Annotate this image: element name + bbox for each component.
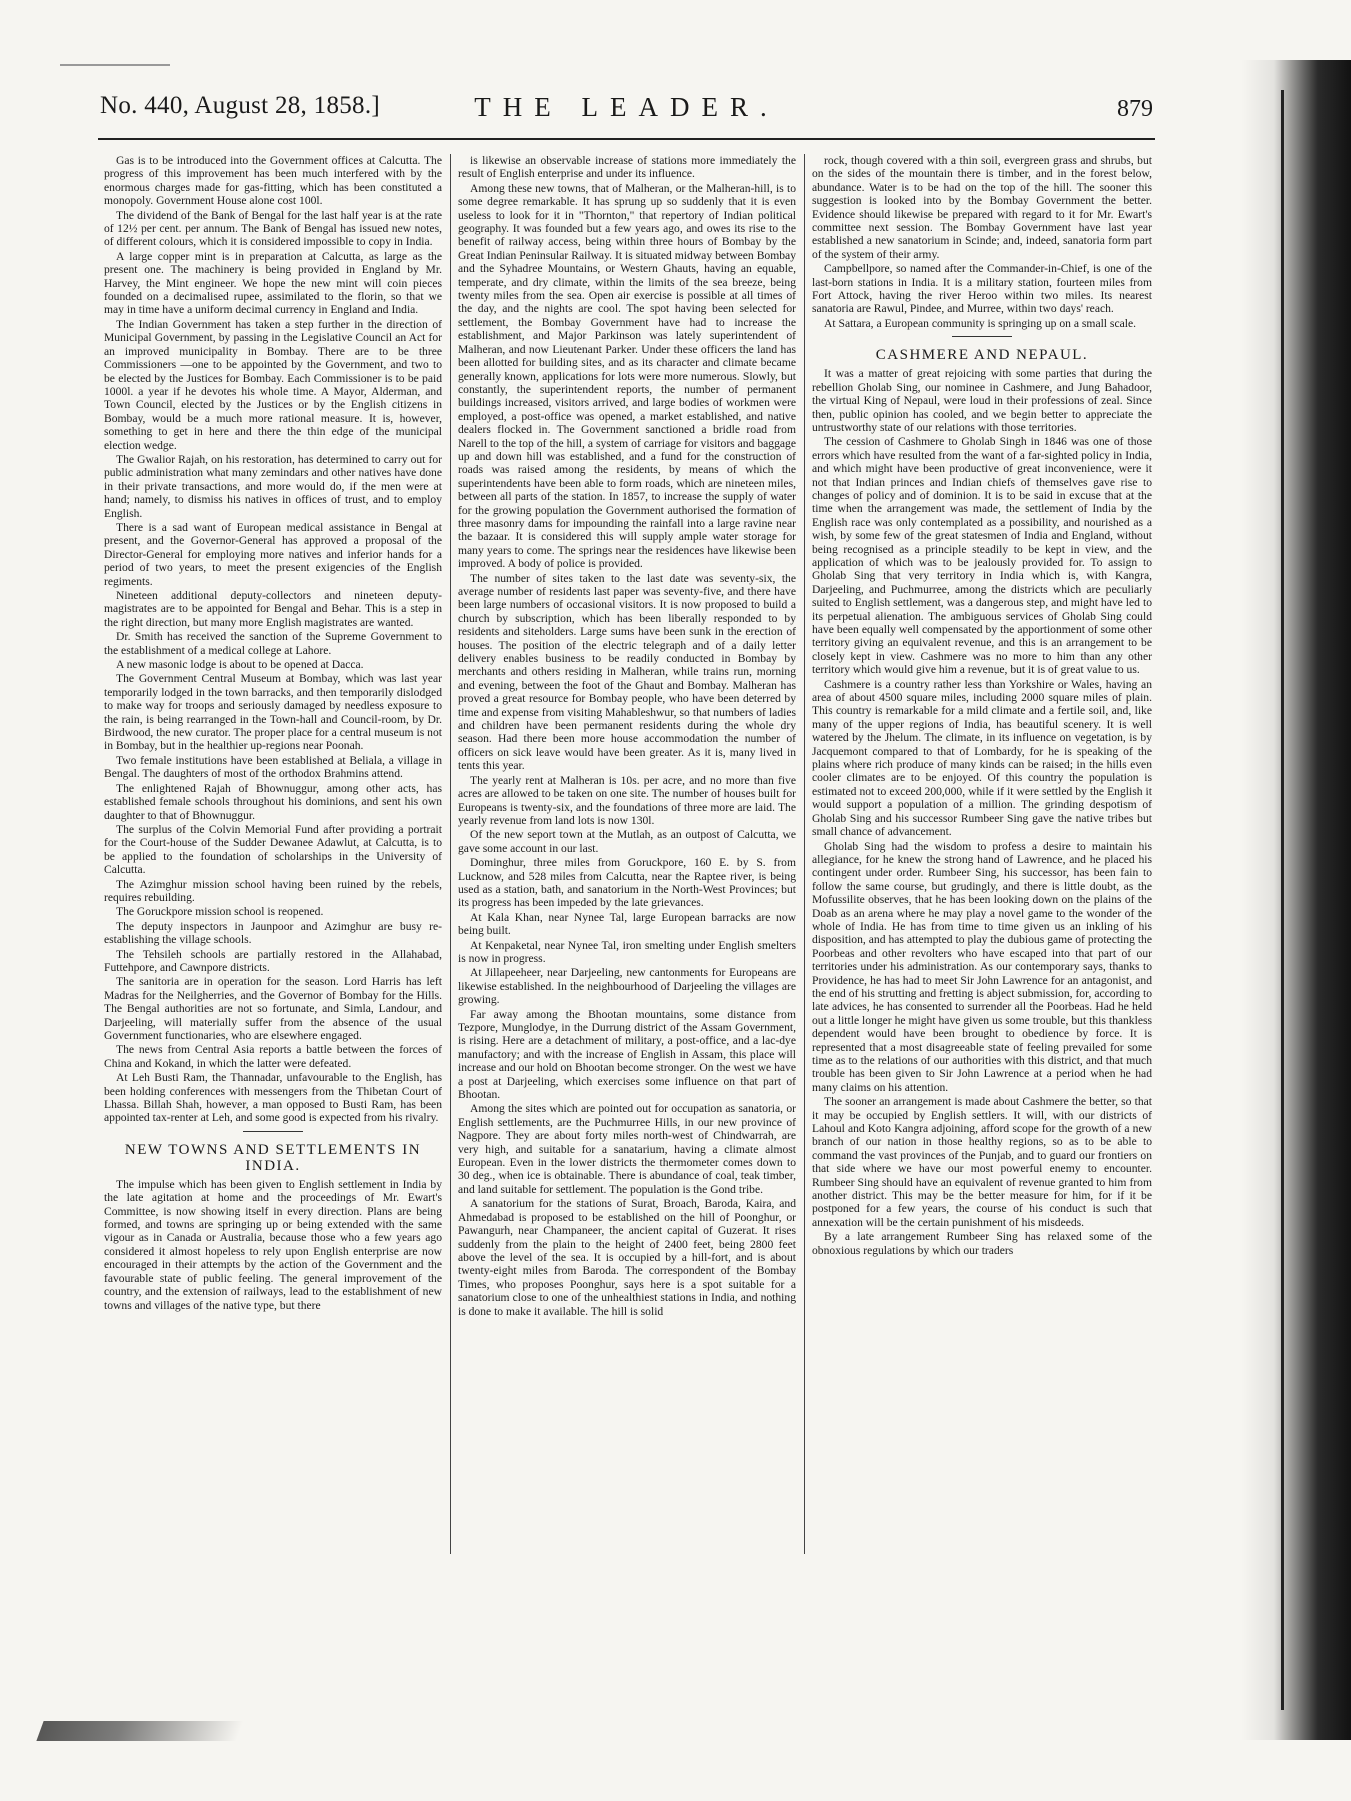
paragraph: By a late arrangement Rumbeer Sing has relaxed some of the obnoxious regulations by which our traders <box>812 1230 1152 1257</box>
paragraph: A new masonic lodge is about to be opened at Dacca. <box>116 658 364 672</box>
paragraph: The Government Central Museum at Bombay, which was last year temporarily lodged in the town barracks, and then temporarily dislodged to make way for troops and seriously damaged by needless exposure to the rain, is being rearranged in the Town-hall and Council-room, by Dr. Birdwood, the new curator. The proper place for a central museum is not in Bombay, but in the healthier up-regions near Poonah. <box>104 672 442 753</box>
page-number: 879 <box>1117 96 1153 122</box>
paragraph: rock, though covered with a thin soil, evergreen grass and shrubs, but on the sides of the mountain there is timber, and in the forest below, abundance. Water is to be had on the top of the hill. The sooner this suggestion is looked into by the Bombay Government the better. Evidence should likewise be prepared with regard to it for Mr. Ewart's committee next session. The Bombay Government have last year established a new sanatorium in Scinde; and, indeed, sanatoria form part of the system of their army. <box>812 154 1152 261</box>
column-2 <box>458 154 796 1559</box>
paragraph: Dr. Smith has received the sanction of the Supreme Government to the establishment of a medical college at Lahore. <box>104 630 442 657</box>
paragraph: The enlightened Rajah of Bhownuggur, among other acts, has established female schools throughout his dominions, and sent his own daughter to that of Bhownuggur. <box>104 781 442 822</box>
paragraph: Nineteen additional deputy-collectors and nineteen deputy-magistrates are to be appointed for Bengal and Behar. This is a step in the right direction, but many more English magistrates are wanted. <box>104 589 442 629</box>
page-header <box>98 92 1155 140</box>
issue-date: No. 440, August 28, 1858.] <box>100 92 381 119</box>
paragraph: Of the new seport town at the Mutlah, as an outpost of Calcutta, we gave some account in our last. <box>458 828 796 855</box>
paragraph: At Kala Khan, near Nynee Tal, large European barracks are now being built. <box>458 910 796 938</box>
paragraph: Gas is to be introduced into the Government offices at Calcutta. The progress of this improvement has been much interfered with by the enormous charges made for gas-fitting, which has been constituted a monopoly. Government House alone cost 100l. <box>104 154 442 208</box>
paragraph: The deputy inspectors in Jaunpoor and Azimghur are busy re-establishing the village schools. <box>104 919 442 947</box>
section-rule <box>952 336 1012 337</box>
column-divider <box>450 154 451 1554</box>
paragraph: A large copper mint is in preparation at Calcutta, as large as the present one. The machinery is being provided in England by Mr. Harvey, the Mint engineer. We hope the new mint will coin pieces founded on a decimalised rupee, assimilated to the florin, so that we may in time have a uniform decimal currency in England and India. <box>104 249 442 317</box>
paragraph: Gholab Sing had the wisdom to profess a desire to maintain his allegiance, for he knew the strong hand of Lawrence, and he placed his contingent under order. Rumbeer Sing, his successor, has been fain to follow the same course, but grudingly, and there is little doubt, as the Mofussilite observes, that he has been looking down on the plains of the Doab as an arena where he may play a novel game to the wonder of the whole of India. He has from time to time given us an inkling of his disposition, and has attempted to play the dubious game of protecting the Poorbeas and other revolters who have escaped into that part of our territories under his administration. As our contemporary says, thanks to Providence, he has had to meet Sir John Lawrence for an antagonist, and the end of his strutting and fretting is abject submission, for, according to late advices, he has consented to surrender all the Poorbeas. Had he held out a little longer he might have given us some trouble, but this thankless dependent would have been brought to obedience by force. It is represented that a most disagreeable state of feeling prevailed for some time as to the relations of our authorities with this district, and that much trouble has been given to Sir John Lawrence at a period when he had many claims on his attention. <box>812 839 1152 1094</box>
paragraph: It was a matter of great rejoicing with some parties that during the rebellion Gholab Sing, our nominee in Cashmere, and Jung Bahadoor, the virtual King of Nepaul, were loud in their professions of zeal. Since then, public opinion has cooled, and we begin better to appreciate the untrustworthy state of our relations with those territories. <box>812 367 1152 434</box>
column-divider <box>804 154 805 1554</box>
paragraph: At Sattara, a European community is springing up on a small scale. <box>824 316 1136 330</box>
section-body <box>812 367 1152 1257</box>
paragraph: The Indian Government has taken a step further in the direction of Municipal Government, by passing in the Legislative Council an Act for an improved municipality in Bombay. There are to be three Commissioners —one to be appointed by the Government, and two to be elected by the Justices for Bombay. Each Commissioner is to be paid 1000l. a year if he devotes his whole time. A Mayor, Alderman, and Town Council, elected by the Justices or by the English citizens in Bombay, would be a much more rational measure. It is, however, something to get in here and there the thin edge of the municipal election wedge. <box>104 317 442 452</box>
scan-mark <box>60 64 170 66</box>
paragraph: The surplus of the Colvin Memorial Fund after providing a portrait for the Court-house of the Sudder Dewanee Adawlut, at Calcutta, is to be applied to the foundation of scholarships in the University of Calcutta. <box>104 822 442 877</box>
paragraph: The cession of Cashmere to Gholab Singh in 1846 was one of those errors which have resulted from the want of a far-sighted policy in India, and which might have been productive of great inconvenience, were it not that Indian princes and Indian chiefs of themselves gave rise to changes of policy and of dominion. It is to be said in excuse that at the time when the arrangement was made, the settlement of India by the English race was only contemplated as a possibility, and nourished as a wish, by some few of the great statesmen of India and England, without being recognised as a principle steadily to be kept in view, and the application of which was to be jealously provided for. To assign to Gholab Sing that very territory in India which is, with Kangra, Darjeeling, and Puchmurree, among the districts which are peculiarly suited to English settlement, was a dangerous step, and might have led to its perpetual alienation. The ambiguous services of Gholab Sing could have been equally well compensated by the apportionment of some other territory giving an equivalent revenue, and this is an arrangement to be closely kept in view. Cashmere was no more to him than any other territory which would give him a revenue, but it is of great value to us. <box>812 435 1152 677</box>
paragraph: The news from Central Asia reports a battle between the forces of China and Kokand, in which the latter were defeated. <box>104 1043 442 1070</box>
section-rule <box>243 1131 303 1132</box>
section-title: CASHMERE AND NEPAUL. <box>875 347 1089 364</box>
paragraph: The dividend of the Bank of Bengal for the last half year is at the rate of 12½ per cent. per annum. The Bank of Bengal has issued new notes, of different colours, which it is considered impossible to copy in India. <box>104 208 442 249</box>
paragraph: is likewise an observable increase of stations more immediately the result of English enterprise and under its influence. <box>458 154 796 181</box>
paragraph: Cashmere is a country rather less than Yorkshire or Wales, having an area of about 4500 square miles, including 2000 square miles of plain. This country is remarkable for a mild climate and a fertile soil, and, like many of the upper regions of India, has beautiful scenery. It is well watered by the Jhelum. The climate, in its influence on vegetation, is by Jacquemont compared to that of Lombardy, for he is speaking of the plains where rich produce of many kinds can be raised; in the hills even cooler climates are to be enjoyed. Of this country the population is estimated not to exceed 200,000, while if it were settled by the English it would support a population of a million. The grinding despotism of Gholab Sing and his successor Rumbeer Sing gave the native tribes but small chance of advancement. <box>812 677 1152 839</box>
paragraph: Two female institutions have been established at Beliala, a village in Bengal. The daughters of most of the orthodox Brahmins attend. <box>104 753 442 781</box>
paragraph: Dominghur, three miles from Goruckpore, 160 E. by S. from Lucknow, and 528 miles from Calcutta, near the Raptee river, is being used as a station, bath, and sanatorium in the North-West Provinces; but its progress has been impeded by the late grievances. <box>458 856 796 910</box>
section-title: NEW TOWNS AND SETTLEMENTS IN INDIA. <box>124 1141 422 1174</box>
paragraph: The Goruckpore mission school is reopened. <box>116 905 324 919</box>
masthead-title: THE LEADER. <box>474 92 779 122</box>
paragraph: The number of sites taken to the last date was seventy-six, the average number of residents last paper was seventy-five, and there have been large numbers of occasional visitors. It is now proposed to build a church by subscription, which has been liberally responded to by residents and siteholders. Large sums have been sunk in the erection of houses. The position of the electric telegraph and of a daily letter delivery enables business to be readily conducted in Bombay by merchants and others residing in Malheran, while trains run, morning and evening, between the foot of the Ghaut and Bombay. Malheran has proved a great resource for Bombay people, who have been deterred by time and expense from visiting Mahableshwur, so that numbers of ladies and children have been permanent residents during the whole dry season. Had there been more house accommodation the number of officers on sick leave would have been greater. As it is, many lived in tents this year. <box>458 571 796 773</box>
paragraph: The impulse which has been given to English settlement in India by the late agitation at home and the proceedings of Mr. Ewart's Committee, is now showing itself in every direction. Plans are being formed, and towns are springing up or being extended with the same vigour as in Canada or Australia, because those who a few years ago considered it almost hopeless to rely upon English enterprise are now encouraged in their attempts by the action of the Government and the favourable state of public feeling. The general improvement of the country, and the extension of railways, lead to the establishment of new towns and villages of the native type, but there <box>104 1177 442 1312</box>
column-3-items <box>812 154 1152 330</box>
scan-smudge <box>36 1721 243 1741</box>
column-1 <box>104 154 442 1559</box>
paragraph: The Gwalior Rajah, on his restoration, has determined to carry out for public administration what many zemindars and other natives have done in their private transactions, and more would do, if the men were at hand; namely, to dismiss his natives in offices of trust, and to employ English. <box>104 452 442 520</box>
paragraph: At Jillapeeheer, near Darjeeling, new cantonments for Europeans are likewise established. In the neighbourhood of Darjeeling the villages are growing. <box>458 966 796 1007</box>
column-3 <box>812 154 1152 1559</box>
page-binding-edge <box>1241 60 1351 1740</box>
paragraph: A sanatorium for the stations of Surat, Broach, Baroda, Kaira, and Ahmedabad is proposed to be established on the hill of Poonghur, or Pawangurh, near Champaneer, the ancient capital of Guzerat. It rises suddenly from the plain to the height of 2400 feet, being 2800 feet above the level of the sea. It is occupied by a hill-fort, and is about twenty-eight miles from Baroda. The correspondent of the Bombay Times, who proposes Poonghur, says here is a spot suitable for a sanatorium close to one of the unhealthiest stations in India, and nothing is done to make it available. The hill is solid <box>458 1197 796 1318</box>
paragraph: The yearly rent at Malheran is 10s. per acre, and no more than five acres are allowed to be taken on one site. The number of houses built for Europeans is twenty-six, and the foundations of three more are laid. The yearly revenue from land lots is now 130l. <box>458 773 796 827</box>
paragraph: Far away among the Bhootan mountains, some distance from Tezpore, Munglodye, in the Durrung district of the Assam Government, is rising. Here are a detachment of military, a post-office, and a lac-dye manufactory; and with the increase of English in Assam, this place will increase and our hold on Bhootan become stronger. On the west we have a post at Darjeeling, which exercises some influence on that part of Bhootan. <box>458 1007 796 1102</box>
column-1-items <box>104 154 442 1125</box>
paragraph: Among these new towns, that of Malheran, or the Malheran-hill, is to some degree remarkable. It has sprung up so suddenly that it is even useless to look for it in "Thornton," that repertory of Indian political geography. It was founded but a few years ago, and owes its rise to the benefit of railway access, being within three hours of Bombay by the Great Indian Peninsular Railway. It is situated midway between Bombay and the Syhadree Mountains, or Western Ghauts, having an equable, temperate, and dry climate, within the limits of the sea breeze, being twenty miles from the sea. Open air exercise is possible at all times of the day, and the nights are cool. The spot having been selected for settlement, the Bombay Government have had to increase the establishment, and Major Parkinson was lately superintendent of Malheran, and now Lieutenant Parker. Under these officers the land has been allotted for building sites, and as its character and climate became generally known, applications for lots were more numerous. Slowly, but constantly, the superintendent reports, the number of permanent buildings increased, visitors arrived, and large bodies of workmen were employed, a post-office was opened, a market established, and native dealers flocked in. The Government sanctioned a bridle road from Narell to the top of the hill, a system of carriage for visitors and baggage up and down hill was established, and a fund for the construction of roads was raised among the residents, by means of which the superintendents have been able to form roads, which are nineteen miles, between all parts of the station. In 1857, to increase the supply of water for the growing population the Government authorised the formation of three masonry dams for impounding the rainfall into a large ravine near the bazaar. It is considered this will supply ample water storage for many years to come. The springs near the residences have likewise been improved. A body of police is provided. <box>458 181 796 571</box>
column-2-items <box>458 154 796 1318</box>
paragraph: The sanitoria are in operation for the season. Lord Harris has left Madras for the Neilgherries, and the Governor of Bombay for the Hills. The Bengal authorities are not so fortunate, and Simla, Landour, and Darjeeling, will materially suffer from the absence of the usual Government functionaries, who are elsewhere engaged. <box>104 975 442 1042</box>
binding-rule <box>1281 90 1284 1710</box>
paragraph: The Tehsileh schools are partially restored in the Allahabad, Futtehpore, and Cawnpore districts. <box>104 947 442 974</box>
paragraph: There is a sad want of European medical assistance in Bengal at present, and the Governor-General has approved a proposal of the Director-General for employing more natives and inferior hands for a period of two years, to meet the present exigencies of the English regiments. <box>104 520 442 588</box>
paragraph: The sooner an arrangement is made about Cashmere the better, so that it may be occupied by English settlers. It will, with our districts of Lahoul and Koto Kangra adjoining, afford scope for the growth of a new branch of our nation in those healthy regions, so as to be able to command the vast provinces of the Punjab, and to guard our frontiers on that side where we have our most powerful enemy to encounter. Rumbeer Sing should have an equivalent of revenue granted to him from another district. This may be the better measure for him, for if it be postponed for a few years, the course of his conduct is such that annexation will be the certain punishment of his misdeeds. <box>812 1095 1152 1229</box>
paragraph: Among the sites which are pointed out for occupation as sanatoria, or English settlements, are the Puchmurree Hills, in our new province of Nagpore. They are about forty miles north-west of Chindwarrah, are very high, and suitable for a sanatarium, having a climate almost European. Even in the lower districts the thermometer comes down to 30 deg., when ice is obtainable. There is abundance of coal, teak timber, and land suitable for settlement. The population is the Gond tribe. <box>458 1102 796 1196</box>
paragraph: At Leh Busti Ram, the Thannadar, unfavourable to the English, has been holding conferences with messengers from the Thibetan Court of Lhassa. Billah Shah, however, a man opposed to Busti Ram, has been appointed tax-renter at Leh, and some good is expected from his rivalry. <box>104 1071 442 1125</box>
paragraph: Campbellpore, so named after the Commander-in-Chief, is one of the last-born stations in India. It is a military station, fourteen miles from Fort Attock, having the river Heroo within two miles. Its nearest sanatoria are Rawul, Pindee, and Murree, within two days' reach. <box>812 262 1152 316</box>
section-body <box>104 1178 442 1312</box>
paragraph: At Kenpaketal, near Nynee Tal, iron smelting under English smelters is now in progress. <box>458 938 796 965</box>
paragraph: The Azimghur mission school having been ruined by the rebels, requires rebuilding. <box>104 877 442 904</box>
